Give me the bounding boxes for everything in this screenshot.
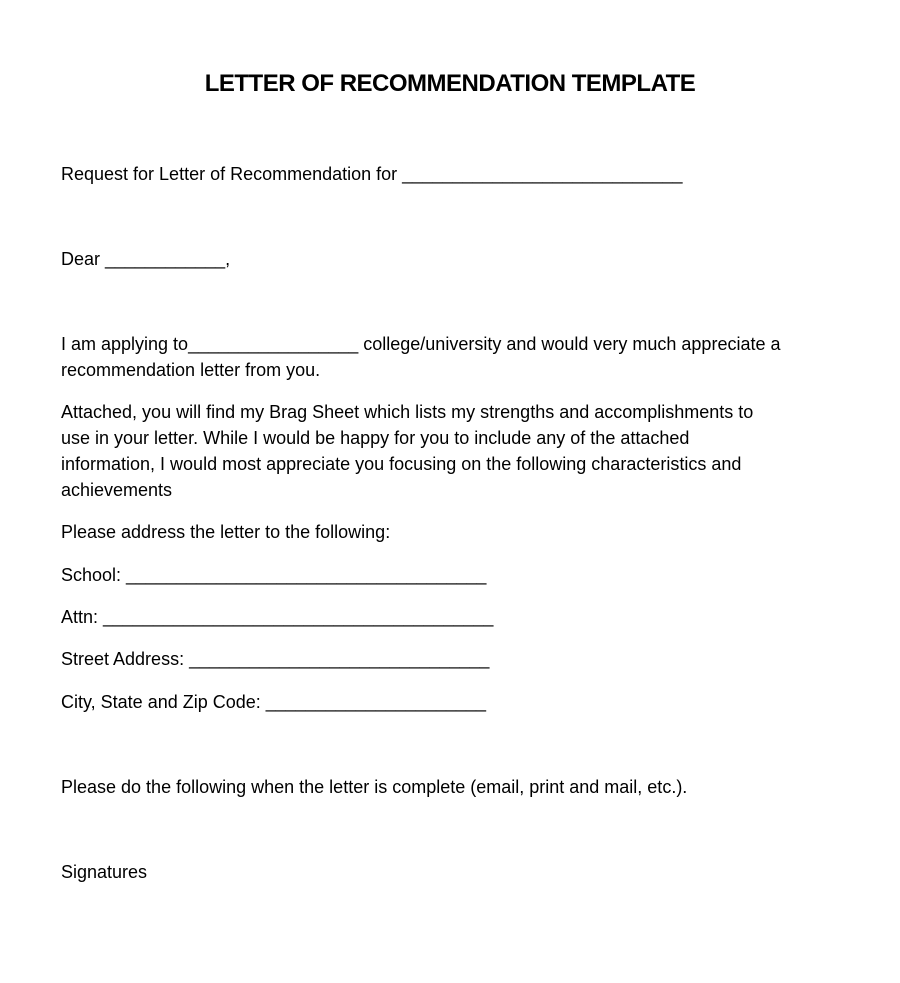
completion-note: Please do the following when the letter is complete (email, print and mail, etc.). bbox=[61, 777, 688, 797]
address-intro: Please address the letter to the following: bbox=[61, 522, 391, 542]
attn-field: Attn: _______________________________________ bbox=[61, 607, 494, 627]
brag-line-2: use in your letter. While I would be happy for you to include any of the attached bbox=[61, 428, 690, 448]
brag-line-4: achievements bbox=[61, 480, 173, 500]
salutation: Dear ____________, bbox=[61, 249, 231, 269]
page-title: LETTER OF RECOMMENDATION TEMPLATE bbox=[204, 70, 696, 97]
signatures-label: Signatures bbox=[61, 862, 148, 882]
request-line: Request for Letter of Recommendation for ____________________________ bbox=[61, 164, 683, 184]
city-state-zip-field: City, State and Zip Code: ______________________ bbox=[61, 692, 487, 712]
brag-line-1: Attached, you will find my Brag Sheet which lists my strengths and accomplishments to bbox=[61, 402, 754, 422]
applying-line-2: recommendation letter from you. bbox=[61, 360, 321, 380]
school-field: School: ____________________________________ bbox=[61, 565, 487, 585]
applying-line-1: I am applying to_________________ college/university and would very much appreciate a bbox=[61, 334, 781, 354]
brag-line-3: information, I would most appreciate you focusing on the following characteristics and bbox=[61, 454, 742, 474]
street-address-field: Street Address: ______________________________ bbox=[61, 649, 490, 669]
